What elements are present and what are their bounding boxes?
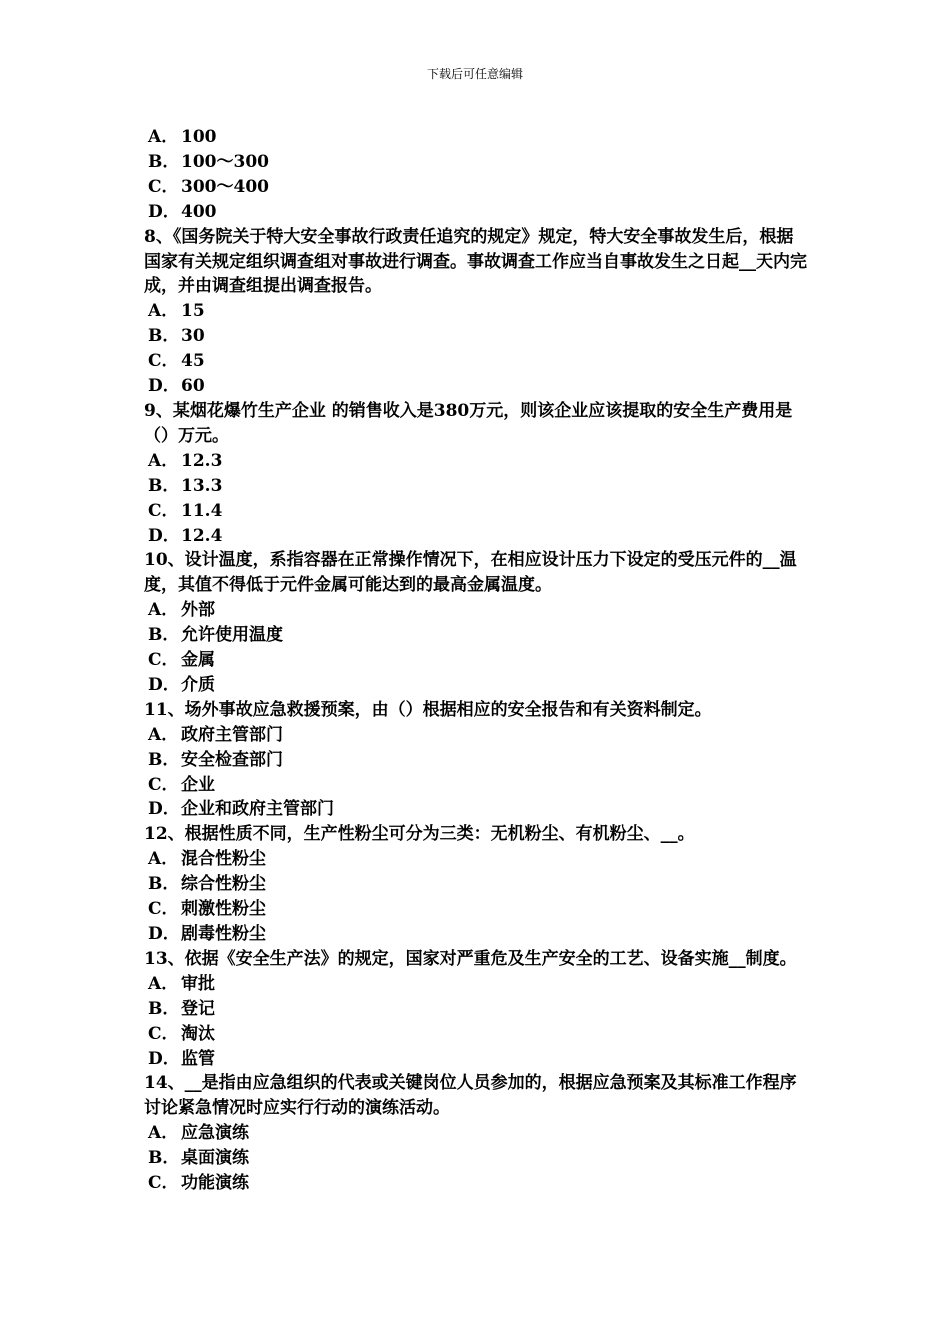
answer-option (144, 324, 808, 349)
option-text: 桌面演练 (181, 1148, 249, 1169)
answer-option (144, 200, 808, 225)
option-text: 应急演练 (181, 1123, 249, 1144)
option-text: 刺激性粉尘 (181, 899, 266, 920)
option-text: 12.3 (181, 450, 223, 471)
option-text: 介质 (181, 674, 215, 695)
option-key: B． (148, 1148, 180, 1169)
option-key: C． (148, 351, 179, 372)
option-text: 混合性粉尘 (181, 849, 266, 870)
answer-option (144, 175, 808, 200)
question-text: 9、某烟花爆竹生产企业 的销售收入是380万元，则该企业应该提取的安全生产费用是（）万元。 (144, 400, 793, 446)
answer-option (144, 847, 808, 872)
option-key: C． (148, 650, 179, 671)
option-key: C． (148, 1173, 179, 1194)
option-text: 企业 (181, 774, 215, 795)
option-key: D． (148, 201, 180, 222)
option-text: 功能演练 (181, 1173, 249, 1194)
question-block (144, 822, 808, 947)
question-text: 10、设计温度，系指容器在正常操作情况下，在相应设计压力下设定的受压元件的__温度，其值不得低于元件金属可能达到的最高金属温度。 (144, 550, 797, 596)
answer-option (144, 349, 808, 374)
option-text: 11.4 (181, 500, 223, 521)
answer-option (144, 922, 808, 947)
question-block (144, 698, 808, 823)
option-key: D． (148, 799, 180, 820)
answer-option (144, 623, 808, 648)
answer-option (144, 648, 808, 673)
answer-option (144, 1022, 808, 1047)
answer-option (144, 797, 808, 822)
option-key: D． (148, 674, 180, 695)
option-text: 金属 (181, 650, 215, 671)
option-key: C． (148, 176, 179, 197)
option-key: A． (148, 724, 179, 745)
answer-option (144, 598, 808, 623)
option-key: B． (148, 151, 180, 172)
option-key: B． (148, 874, 180, 895)
question-block (144, 225, 808, 399)
answer-option (144, 449, 808, 474)
answer-option (144, 673, 808, 698)
question-block (144, 947, 808, 1072)
option-text: 100 (181, 127, 217, 147)
option-key: A． (148, 127, 179, 147)
option-key: B． (148, 326, 180, 347)
answer-option (144, 1047, 808, 1072)
option-key: A． (148, 450, 179, 471)
question-text: 11、场外事故应急救援预案，由（）根据相应的安全报告和有关资料制定。 (144, 699, 712, 720)
option-text: 15 (181, 301, 205, 322)
option-text: 政府主管部门 (181, 724, 283, 745)
option-text: 100～300 (181, 151, 269, 172)
question-text: 8、《国务院关于特大安全事故行政责任追究的规定》规定，特大安全事故发生后，根据国家有关规定组织调查组对事故进行调查。事故调查工作应当自事故发生之日起__天内完成，并由调查组提出调查报告。 (144, 226, 807, 297)
answer-option (144, 499, 808, 524)
question-text: 14、__是指由应急组织的代表或关键岗位人员参加的，根据应急预案及其标准工作程序讨论紧急情况时应实行行动的演练活动。 (144, 1073, 797, 1119)
answer-option (144, 150, 808, 175)
option-key: B． (148, 749, 180, 770)
option-text: 400 (181, 201, 217, 222)
answer-option (144, 299, 808, 324)
exam-body (144, 125, 808, 1196)
page-header: 下载后可任意编辑 (426, 67, 523, 81)
option-text: 剧毒性粉尘 (181, 924, 266, 944)
option-key: D． (148, 924, 180, 944)
option-text: 12.4 (181, 525, 223, 546)
answer-option (144, 1171, 808, 1196)
answer-option (144, 748, 808, 773)
answer-option (144, 723, 808, 748)
option-text: 安全检查部门 (181, 749, 283, 770)
option-key: D． (148, 1048, 180, 1069)
option-text: 300～400 (181, 176, 269, 197)
answer-option (144, 1146, 808, 1171)
option-key: C． (148, 774, 179, 795)
option-key: D． (148, 525, 180, 546)
option-text: 综合性粉尘 (181, 874, 266, 895)
question-text: 12、根据性质不同，生产性粉尘可分为三类：无机粉尘、有机粉尘、__。 (144, 824, 695, 845)
option-text: 登记 (181, 998, 215, 1019)
answer-option (144, 474, 808, 499)
answer-option (144, 125, 808, 150)
answer-option (144, 524, 808, 549)
option-key: A． (148, 1123, 179, 1144)
option-key: A． (148, 600, 179, 621)
answer-option (144, 972, 808, 997)
question-block (144, 548, 808, 697)
option-text: 监管 (181, 1048, 215, 1069)
option-key: A． (148, 973, 179, 994)
question-block (144, 1071, 808, 1196)
option-text: 13.3 (181, 475, 223, 496)
option-key: A． (148, 849, 179, 870)
option-key: B． (148, 998, 180, 1019)
option-text: 企业和政府主管部门 (181, 799, 334, 820)
answer-option (144, 1121, 808, 1146)
option-key: C． (148, 1023, 179, 1044)
option-key: C． (148, 899, 179, 920)
option-key: B． (148, 625, 180, 646)
option-text: 60 (181, 376, 205, 397)
option-text: 审批 (181, 973, 215, 994)
option-key: B． (148, 475, 180, 496)
option-key: A． (148, 301, 179, 322)
option-key: C． (148, 500, 179, 521)
option-key: D． (148, 376, 180, 397)
option-text: 45 (181, 351, 205, 372)
answer-option (144, 872, 808, 897)
option-text: 淘汰 (181, 1023, 215, 1044)
answer-option (144, 897, 808, 922)
question-block (144, 125, 808, 225)
option-text: 外部 (181, 600, 215, 621)
option-text: 允许使用温度 (181, 625, 283, 646)
answer-option (144, 773, 808, 798)
question-text: 13、依据《安全生产法》的规定，国家对严重危及生产安全的工艺、设备实施__制度。 (144, 948, 797, 969)
question-block (144, 399, 808, 548)
option-text: 30 (181, 326, 205, 347)
answer-option (144, 374, 808, 399)
answer-option (144, 997, 808, 1022)
